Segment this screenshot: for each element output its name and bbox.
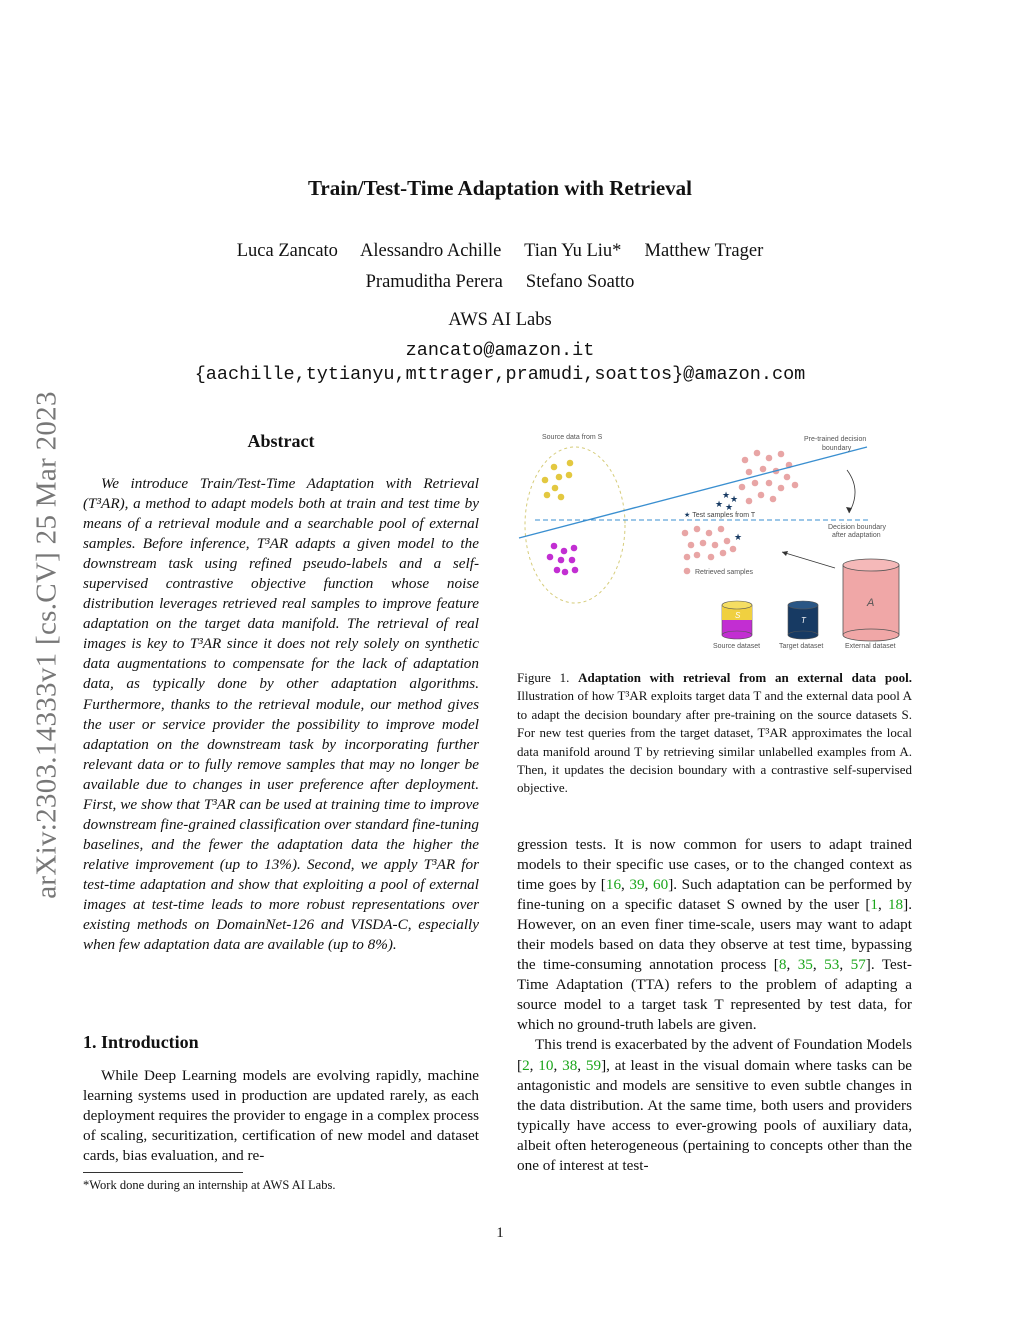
adaptation-arrow <box>847 470 855 513</box>
email-1: zancato@amazon.it <box>405 340 595 361</box>
intro-heading: 1. Introduction <box>83 1032 199 1052</box>
abstract-paragraph: We introduce Train/Test-Time Adaptation with Retrieval (T³AR), a method to adapt models both at train and test time by means of a retrieval module and a searchable pool of external samples. Before inference, T³AR adapts a given model to the downstream task using refined pseudo-labels and a self-supervised contrastive objective function whose noise distribution leverages retrieved real samples to improve feature adaptation on the target data manifold. The retrieval of real images is key to T³AR since it does not rely solely on synthetic data augmentations to compensate for the lack of adaptation data, as typically done by other adaptation algorithms. Furthermore, thanks to the retrieval module, our method gives the user or service provider the possibility to improve model adaptation on the downstream task by incorporating further relevant data or to fully remove samples that may no longer be available due to changes in user preference after deployment. First, we show that T³AR can be used at training time to improve downstream fine-grained classification over standard fine-tuning baselines, and the fewer the adaptation data the higher the relative improvement (up to 13%). Second, we apply T³AR for test-time adaptation and show that exploiting a pool of external images at test-time leads to more robust representations over existing methods on DomainNet-126 and VISDA-C, especially when few adaptation data are available (up to 8%). <box>83 475 479 954</box>
label-A: A <box>867 597 875 609</box>
intro-text <box>83 1066 479 1166</box>
caption-label: Figure 1. <box>517 670 570 685</box>
label-external-dataset: External dataset <box>845 643 896 650</box>
yellow-cluster <box>542 460 574 501</box>
svg-text:★: ★ <box>715 499 724 509</box>
right-column-text <box>517 835 912 1176</box>
citation[interactable]: 53 <box>824 956 840 974</box>
pink-cluster-lower <box>682 526 737 561</box>
label-test-samples: ★ Test samples from T <box>684 512 756 519</box>
citation[interactable]: 39 <box>629 876 645 894</box>
footnote-rule <box>83 1172 243 1173</box>
affiliation: AWS AI Labs <box>448 310 552 330</box>
arxiv-id: arXiv:2303.14333v1 [cs.CV] 25 Mar 2023 <box>30 391 63 899</box>
svg-text:★: ★ <box>722 490 731 500</box>
figure-1-diagram <box>517 425 912 655</box>
label-pretrained-2: boundary <box>822 445 852 452</box>
citation[interactable]: 10 <box>538 1056 554 1074</box>
pink-cluster-upper <box>739 450 799 505</box>
abstract-text <box>83 474 479 955</box>
svg-text:★: ★ <box>734 532 743 542</box>
citation[interactable]: 8 <box>778 956 787 974</box>
label-S: S <box>735 611 741 620</box>
citation[interactable]: 2 <box>522 1056 530 1074</box>
citation[interactable]: 60 <box>653 876 669 894</box>
source-ellipse <box>525 447 625 603</box>
label-target-dataset: Target dataset <box>779 643 824 650</box>
footnote: *Work done during an internship at AWS AI Labs. <box>83 1178 336 1192</box>
label-T: T <box>801 616 806 625</box>
citation[interactable]: 1 <box>870 896 878 914</box>
email-2: {aachille,tytianyu,mttrager,pramudi,soattos}@amazon.com <box>194 364 806 385</box>
label-decision-2: after adaptation <box>832 532 881 539</box>
citation[interactable]: 35 <box>797 956 813 974</box>
citation[interactable]: 16 <box>605 876 622 894</box>
label-source-dataset: Source dataset <box>713 643 761 650</box>
citation[interactable]: 18 <box>887 896 904 914</box>
citation[interactable]: 59 <box>585 1056 602 1074</box>
label-decision-1: Decision boundary <box>828 524 886 531</box>
arxiv-sidebar <box>20 345 75 945</box>
caption-bold: Adaptation with retrieval from an external data pool. <box>578 670 912 685</box>
figure-1 <box>517 425 912 655</box>
intro-paragraph-1: While Deep Learning models are evolving rapidly, machine learning systems used in production are updated rarely, as each deployment requires the provider to engage in a complex process of scaling, securitization, certification of new model and dataset cards, bias evaluation, and re- <box>83 1067 480 1165</box>
abstract-heading: Abstract <box>247 431 315 451</box>
authors-line-2: Pramuditha Perera Stefano Soatto <box>365 272 635 292</box>
right-paragraph-2: This trend is exacerbated by the advent of Foundation Models [2, 10, 38, 59], at least in the visual domain where tasks can be antagonistic and models are sensitive to even subtle changes in the data distribution. At the same time, both users and providers typically have access to ever-growing pools of auxiliary data, albeit often heterogeneous (pertaining to concepts other than the one of interest at test- <box>517 1036 913 1174</box>
magenta-cluster <box>547 543 579 576</box>
page-number: 1 <box>496 1225 504 1241</box>
citation[interactable]: 38 <box>562 1056 578 1074</box>
svg-text:★: ★ <box>730 494 739 504</box>
label-retrieved: Retrieved samples <box>695 569 753 576</box>
svg-text:★: ★ <box>725 502 734 512</box>
caption-text: Illustration of how T³AR exploits target data T and the external data pool A to adapt the decision boundary after pre-training on the source datasets S. For new test queries from the target dataset, T³AR approximates the local data manifold around T by retrieving similar unlabelled examples from A. Then, it updates the decision boundary with a contrastive self-supervised objective. <box>517 688 912 796</box>
label-source-data: Source data from S <box>542 434 603 441</box>
figure-caption <box>517 669 912 798</box>
authors-line-1: Luca Zancato Alessandro Achille Tian Yu Liu* Matthew Trager <box>236 241 764 261</box>
right-paragraph-1: gression tests. It is now common for users to adapt trained models to their specific use cases, or to the changed context as time goes by [16, 39, 60]. Such adaptation can be performed by fine-tuning on a specific dataset S owned by the user [1, 18]. However, on an even finer time-scale, users may want to adapt their models based on data they observe at test time, bypassing the time-consuming annotation process [8, 35, 53, 57]. Test-Time Adaptation (TTA) refers to the problem of adapting a source model to a target task T represented by test data, for which no ground-truth labels are given. <box>517 836 913 1034</box>
citation[interactable]: 57 <box>850 956 866 974</box>
label-pretrained-1: Pre-trained decision <box>804 436 867 443</box>
paper-title: Train/Test-Time Adaptation with Retrieval <box>307 176 693 200</box>
